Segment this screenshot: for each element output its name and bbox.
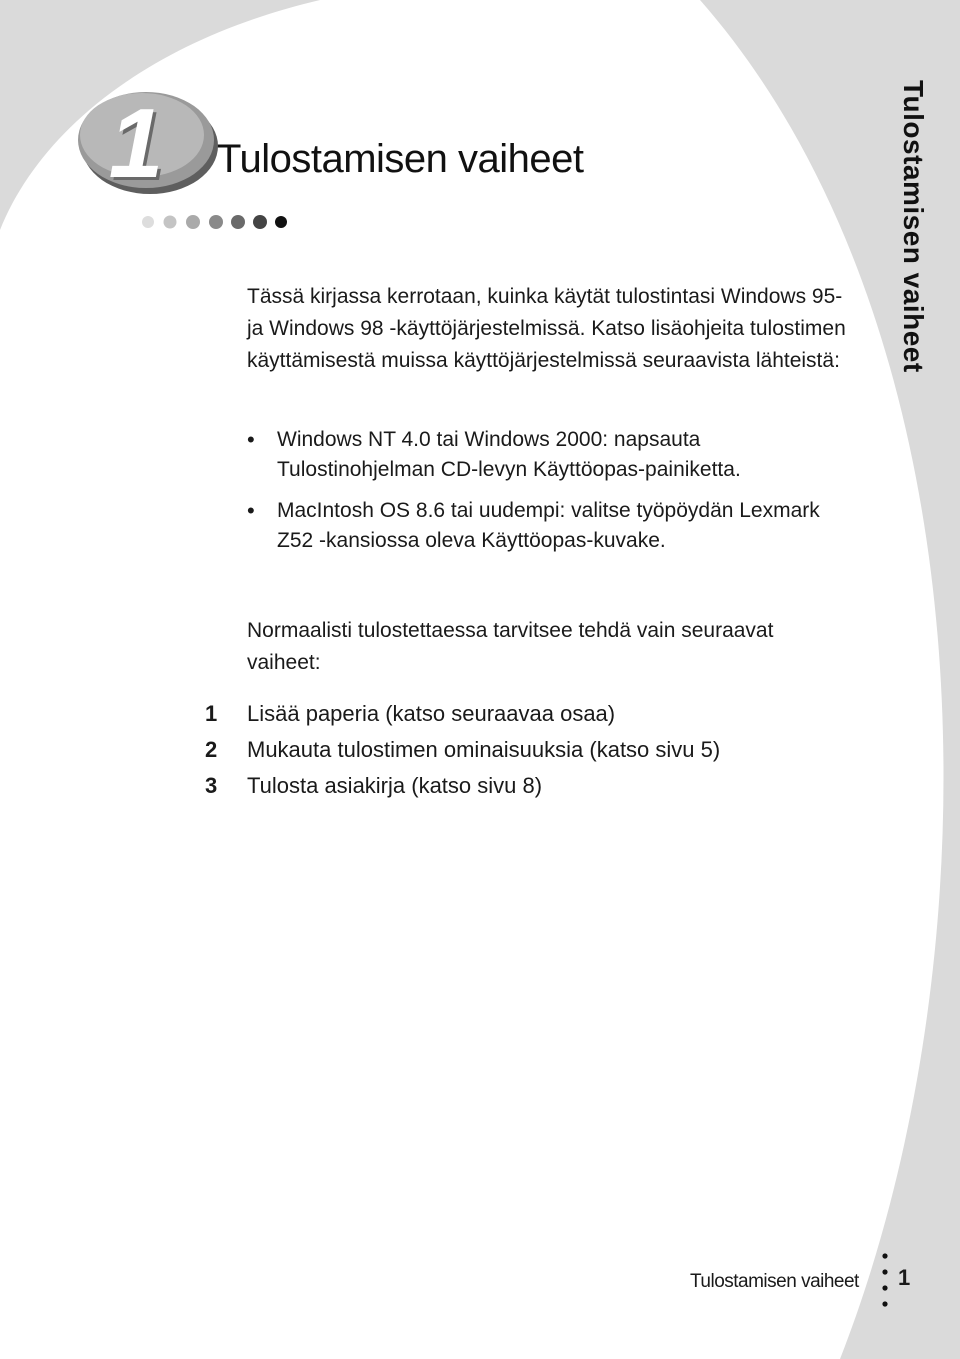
step-number: 3 — [205, 773, 218, 798]
decorative-dots-icon — [138, 210, 288, 236]
list-item — [205, 732, 720, 768]
chapter-title: Tulostamisen vaiheet — [217, 137, 584, 181]
list-item — [247, 496, 847, 556]
steps-list — [205, 696, 720, 804]
page-number: 1 — [898, 1265, 911, 1290]
bullet-icon: • — [247, 427, 255, 452]
os-bullet-list — [247, 425, 847, 567]
footer-dots-icon — [880, 1250, 890, 1310]
steps-intro-paragraph: Normaalisti tulostettaessa tarvitsee tehdä vain seuraavat vaiheet: — [247, 619, 774, 674]
list-item — [205, 696, 720, 732]
step-text: Mukauta tulostimen ominaisuuksia (katso sivu 5) — [247, 737, 721, 762]
list-item — [205, 768, 720, 804]
list-item-text: Windows NT 4.0 tai Windows 2000: napsauta Tulostinohjelman CD-levyn Käyttöopas-painiketta. — [277, 428, 741, 481]
intro-paragraph: Tässä kirjassa kerrotaan, kuinka käytät tulostintasi Windows 95- ja Windows 98 -käyttöjärjestelmissä. Katso lisäohjeita tulostimen käyttämisestä muissa käyttöjärjestelmissä seuraavista lähteistä: — [247, 285, 846, 372]
list-item-text: MacIntosh OS 8.6 tai uudempi: valitse työpöydän Lexmark Z52 -kansiossa oleva Käyttöopas-kuvake. — [277, 499, 820, 552]
footer-chapter-label: Tulostamisen vaiheet — [690, 1271, 859, 1292]
step-number: 1 — [205, 701, 218, 726]
side-running-title: Tulostamisen vaiheet — [898, 80, 929, 373]
step-text: Lisää paperia (katso seuraavaa osaa) — [247, 701, 616, 726]
step-text: Tulosta asiakirja (katso sivu 8) — [247, 773, 543, 798]
step-number: 2 — [205, 737, 218, 762]
bullet-icon: • — [247, 498, 255, 523]
chapter-number: 1 — [108, 88, 164, 198]
list-item — [247, 425, 847, 485]
